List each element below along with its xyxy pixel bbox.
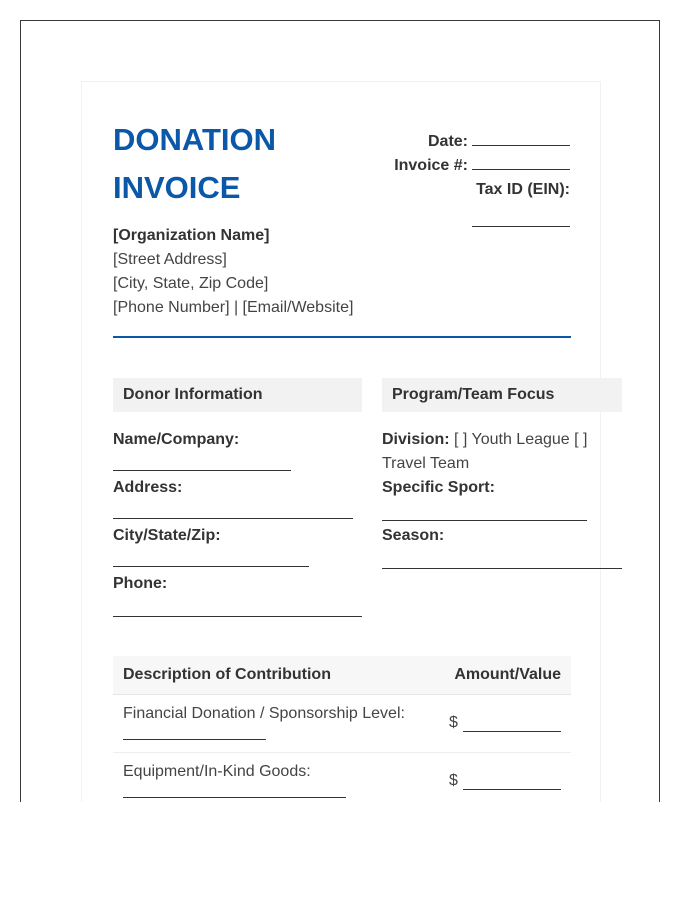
season-field[interactable] <box>382 568 622 569</box>
currency-symbol: $ <box>449 772 458 789</box>
contribution-table <box>113 656 571 802</box>
invoice-meta <box>394 130 570 227</box>
amount-field[interactable] <box>463 789 561 790</box>
division-field <box>382 428 597 476</box>
season-label: Season: <box>382 527 445 544</box>
donor-name-field[interactable] <box>113 470 291 471</box>
donor-city-field[interactable] <box>113 566 309 567</box>
description-column-header: Description of Contribution <box>123 666 331 683</box>
division-options-travel[interactable]: Travel Team <box>382 455 470 472</box>
row-description: Financial Donation / Sponsorship Level: <box>123 705 405 722</box>
donor-name-label: Name/Company: <box>113 431 240 448</box>
currency-symbol: $ <box>449 714 458 731</box>
table-row <box>113 753 571 802</box>
tax-id-label: Tax ID (EIN): <box>476 181 570 198</box>
date-field[interactable] <box>472 131 570 146</box>
sport-label: Specific Sport: <box>382 479 495 496</box>
organization-street: [Street Address] <box>113 251 227 268</box>
organization-contact: [Phone Number] | [Email/Website] <box>113 299 354 316</box>
organization-city: [City, State, Zip Code] <box>113 275 269 292</box>
row-description-field[interactable] <box>123 797 346 798</box>
donor-city-label: City/State/Zip: <box>113 527 221 544</box>
division-options-youth[interactable]: [ ] Youth League [ ] <box>454 431 588 448</box>
tax-id-field[interactable] <box>472 202 570 227</box>
invoice-page <box>81 81 601 802</box>
sport-field[interactable] <box>382 520 587 521</box>
donor-phone-field[interactable] <box>113 616 362 617</box>
document-frame <box>20 20 660 802</box>
table-header <box>113 656 571 695</box>
donor-phone-label: Phone: <box>113 575 168 592</box>
row-description: Equipment/In-Kind Goods: <box>123 763 311 780</box>
invoice-number-label: Invoice #: <box>394 157 468 174</box>
donor-address-field[interactable] <box>113 518 353 519</box>
amount-column-header: Amount/Value <box>454 666 561 683</box>
table-row <box>113 695 571 753</box>
amount-field[interactable] <box>463 731 561 732</box>
program-section-heading: Program/Team Focus <box>382 378 622 412</box>
header-divider <box>113 336 571 338</box>
donor-address-label: Address: <box>113 479 183 496</box>
invoice-number-field[interactable] <box>472 155 570 170</box>
invoice-title: DONATION INVOICE <box>113 122 277 205</box>
donor-section-heading: Donor Information <box>113 378 362 412</box>
date-label: Date: <box>427 133 468 150</box>
row-description-field[interactable] <box>123 739 266 740</box>
division-label: Division: <box>382 431 450 448</box>
organization-name: [Organization Name] <box>113 227 270 244</box>
organization-block <box>113 224 353 320</box>
